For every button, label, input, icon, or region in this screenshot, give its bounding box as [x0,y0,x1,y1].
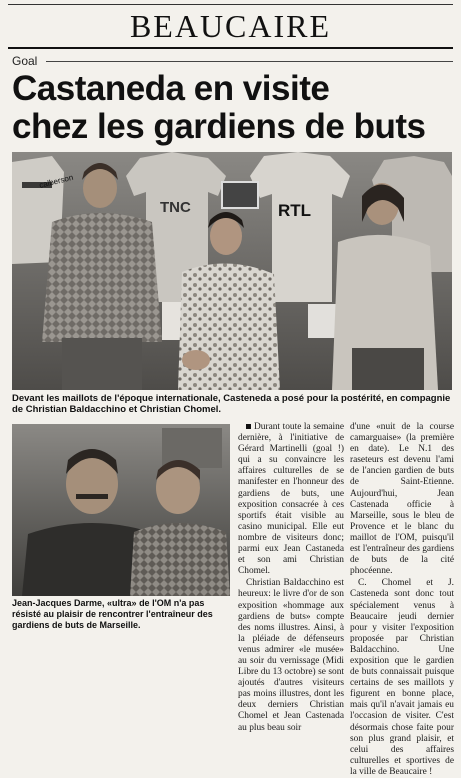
jersey-label-rtl: RTL [278,201,312,220]
article-paragraph: Christian Baldacchino est heureux: le livre d'or de son exposition «hommage aux gardiens de buts» compte des noms illustres. Ainsi, à la pléiade de défenseurs venus admirer «le musée» au soir du vernissage (Midi Libre du 13 octobre) se sont ajoutés d'autres visiteurs pas moins illustres, dont les deux derniers Christian Chomel et Jean Castenada au plus beau soir [238,578,344,733]
header-rule-bottom [8,47,453,49]
frame-picture [222,182,258,208]
secondary-photo [12,424,230,596]
article-paragraph: d'une «nuit de la course camarguaise» (la première en date). Le N.1 des raseteurs est devenu l'ami de l'ancien gardien de buts de Saint-Etienne. Aujourd'hui, Jean Castenada officie à Marseille, sous le bleu de Provence et le blanc du maillot de l'OM, puisqu'il est l'entraîneur des gardiens de buts de la cité phocéenne. [350,422,454,577]
main-photo [12,152,452,390]
rubric-label: Goal [12,54,38,68]
secondary-photo-caption: Jean-Jacques Darme, «ultra» de l'OM n'a pas résisté au plaisir de rencontrer l'entraîneur des gardiens de buts de Marseille. [12,598,213,630]
jersey-label-tnc: TNC [160,199,191,216]
article-paragraph: C. Chomel et J. Casteneda sont donc tout spécialement venus à Beaucaire jeudi dernier pour y visiter l'exposition proposée par Christian Baldacchino. Une exposition que le gardien de buts connaissait puisque certains de ses maillots y figurent en bonne place, mais qu'il n'avait jamais eu l'occasion de visiter. C'est désormais chose faite pour son plus grand plaisir, et celui des affaires culturelles et sportives de la ville de Beaucaire ! [350,578,454,777]
headline [12,70,452,146]
paragraph-bullet [246,424,251,429]
section-title: BEAUCAIRE [129,8,332,44]
secondary-photo-illustration [12,424,230,596]
article-paragraph [238,422,344,577]
header-rule-top [8,4,453,5]
main-photo-illustration [12,152,452,390]
rubric-rule [46,61,453,62]
article-paragraph-text: Durant toute la semaine dernière, à l'initiative de Gérard Martinelli (goal !) qui a su convaincre les affaires culturelles de se manifester en l'honneur des gardiens de buts, une exposition consacrée à ces sportifs était visible au casino municipal. Elle eut nombre de visiteurs donc; parmi eux Jean Castaneda et son ami Christian Chomel. [238,422,344,577]
jersey-label-calberson: calberson [38,172,75,190]
article-column-2 [350,422,454,778]
headline-line-1: Castaneda en visite [12,69,330,108]
headline-line-2: chez les gardiens de buts [12,107,426,146]
main-photo-caption: Devant les maillots de l'époque internationale, Casteneda a posé pour la postérité, en compagnie de Christian Baldacchino et Christian Chomel. [12,393,451,415]
article-column-1 [238,422,344,734]
